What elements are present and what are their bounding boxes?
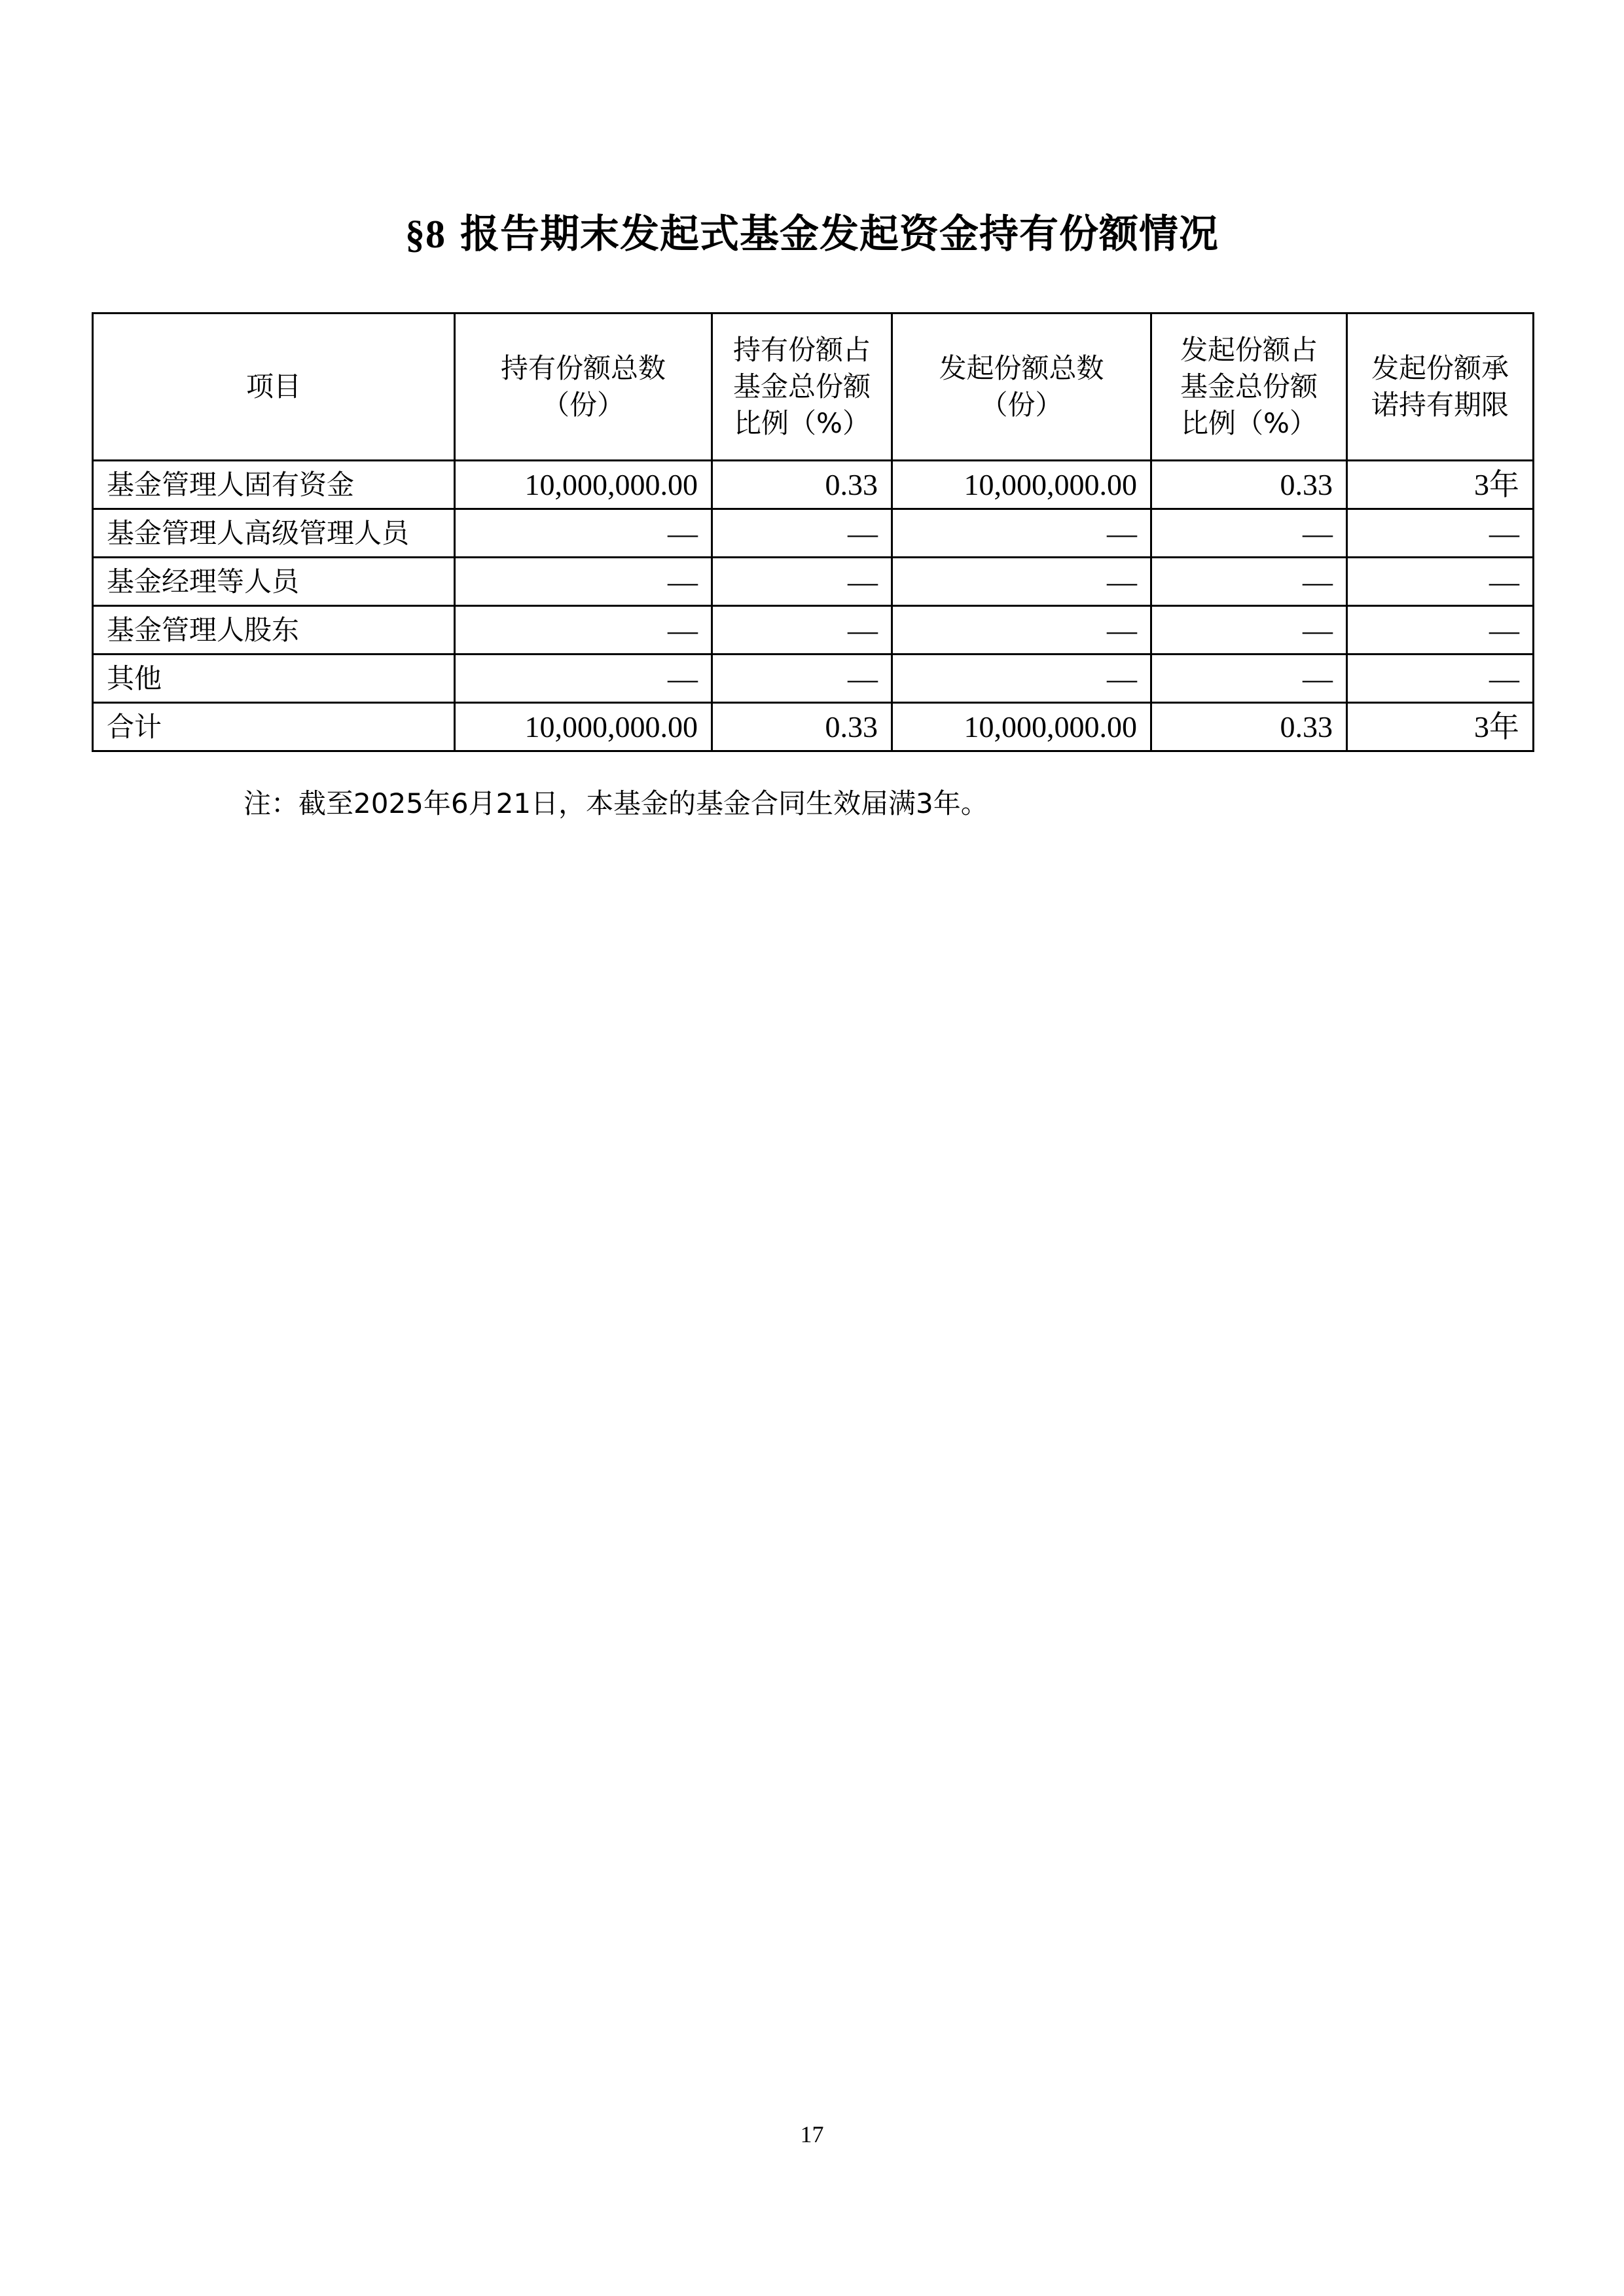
row-label: 基金管理人股东 (93, 606, 455, 655)
holding-period: — (1347, 509, 1534, 558)
held-shares-ratio: 0.33 (712, 703, 892, 751)
seed-shares-ratio: — (1151, 558, 1347, 606)
held-shares-total: — (455, 655, 712, 703)
table-row (93, 461, 1534, 509)
seed-shares-ratio: — (1151, 655, 1347, 703)
section-title-text: 报告期末发起式基金发起资金持有份额情况 (460, 211, 1219, 257)
table-row (93, 509, 1534, 558)
seed-shares-total: — (892, 655, 1151, 703)
holding-period: 3年 (1347, 461, 1534, 509)
row-label: 基金管理人高级管理人员 (93, 509, 455, 558)
table-row (93, 558, 1534, 606)
row-label: 其他 (93, 655, 455, 703)
holding-period: — (1347, 558, 1534, 606)
section-title (0, 208, 1624, 260)
seed-shares-total: 10,000,000.00 (892, 703, 1151, 751)
seed-shares-ratio: — (1151, 606, 1347, 655)
holding-period: 3年 (1347, 703, 1534, 751)
held-shares-ratio: — (712, 606, 892, 655)
held-shares-ratio: 0.33 (712, 461, 892, 509)
seed-fund-holdings-table (92, 312, 1534, 752)
header-seed-shares-total: 发起份额总数 （份） (892, 314, 1151, 461)
seed-shares-ratio: 0.33 (1151, 703, 1347, 751)
held-shares-total: 10,000,000.00 (455, 461, 712, 509)
holding-period: — (1347, 606, 1534, 655)
row-label: 合计 (93, 703, 455, 751)
seed-shares-ratio: — (1151, 509, 1347, 558)
table-row (93, 655, 1534, 703)
held-shares-ratio: — (712, 558, 892, 606)
row-label: 基金管理人固有资金 (93, 461, 455, 509)
table-note: 注：截至2025年6月21日，本基金的基金合同生效届满3年。 (244, 787, 988, 819)
section-mark: §8 (405, 213, 446, 256)
table-row (93, 606, 1534, 655)
seed-shares-total: — (892, 606, 1151, 655)
page-number: 17 (800, 2121, 824, 2147)
holding-period: — (1347, 655, 1534, 703)
header-holding-period: 发起份额承 诺持有期限 (1347, 314, 1534, 461)
seed-shares-ratio: 0.33 (1151, 461, 1347, 509)
seed-shares-total: — (892, 509, 1151, 558)
row-label: 基金经理等人员 (93, 558, 455, 606)
table-header-row (93, 314, 1534, 461)
held-shares-total: — (455, 558, 712, 606)
header-item: 项目 (93, 314, 455, 461)
held-shares-total: 10,000,000.00 (455, 703, 712, 751)
seed-shares-total: 10,000,000.00 (892, 461, 1151, 509)
header-held-shares-total: 持有份额总数 （份） (455, 314, 712, 461)
held-shares-total: — (455, 606, 712, 655)
table-row-total (93, 703, 1534, 751)
header-held-shares-ratio: 持有份额占 基金总份额 比例（%） (712, 314, 892, 461)
held-shares-total: — (455, 509, 712, 558)
header-seed-shares-ratio: 发起份额占 基金总份额 比例（%） (1151, 314, 1347, 461)
held-shares-ratio: — (712, 655, 892, 703)
held-shares-ratio: — (712, 509, 892, 558)
seed-shares-total: — (892, 558, 1151, 606)
